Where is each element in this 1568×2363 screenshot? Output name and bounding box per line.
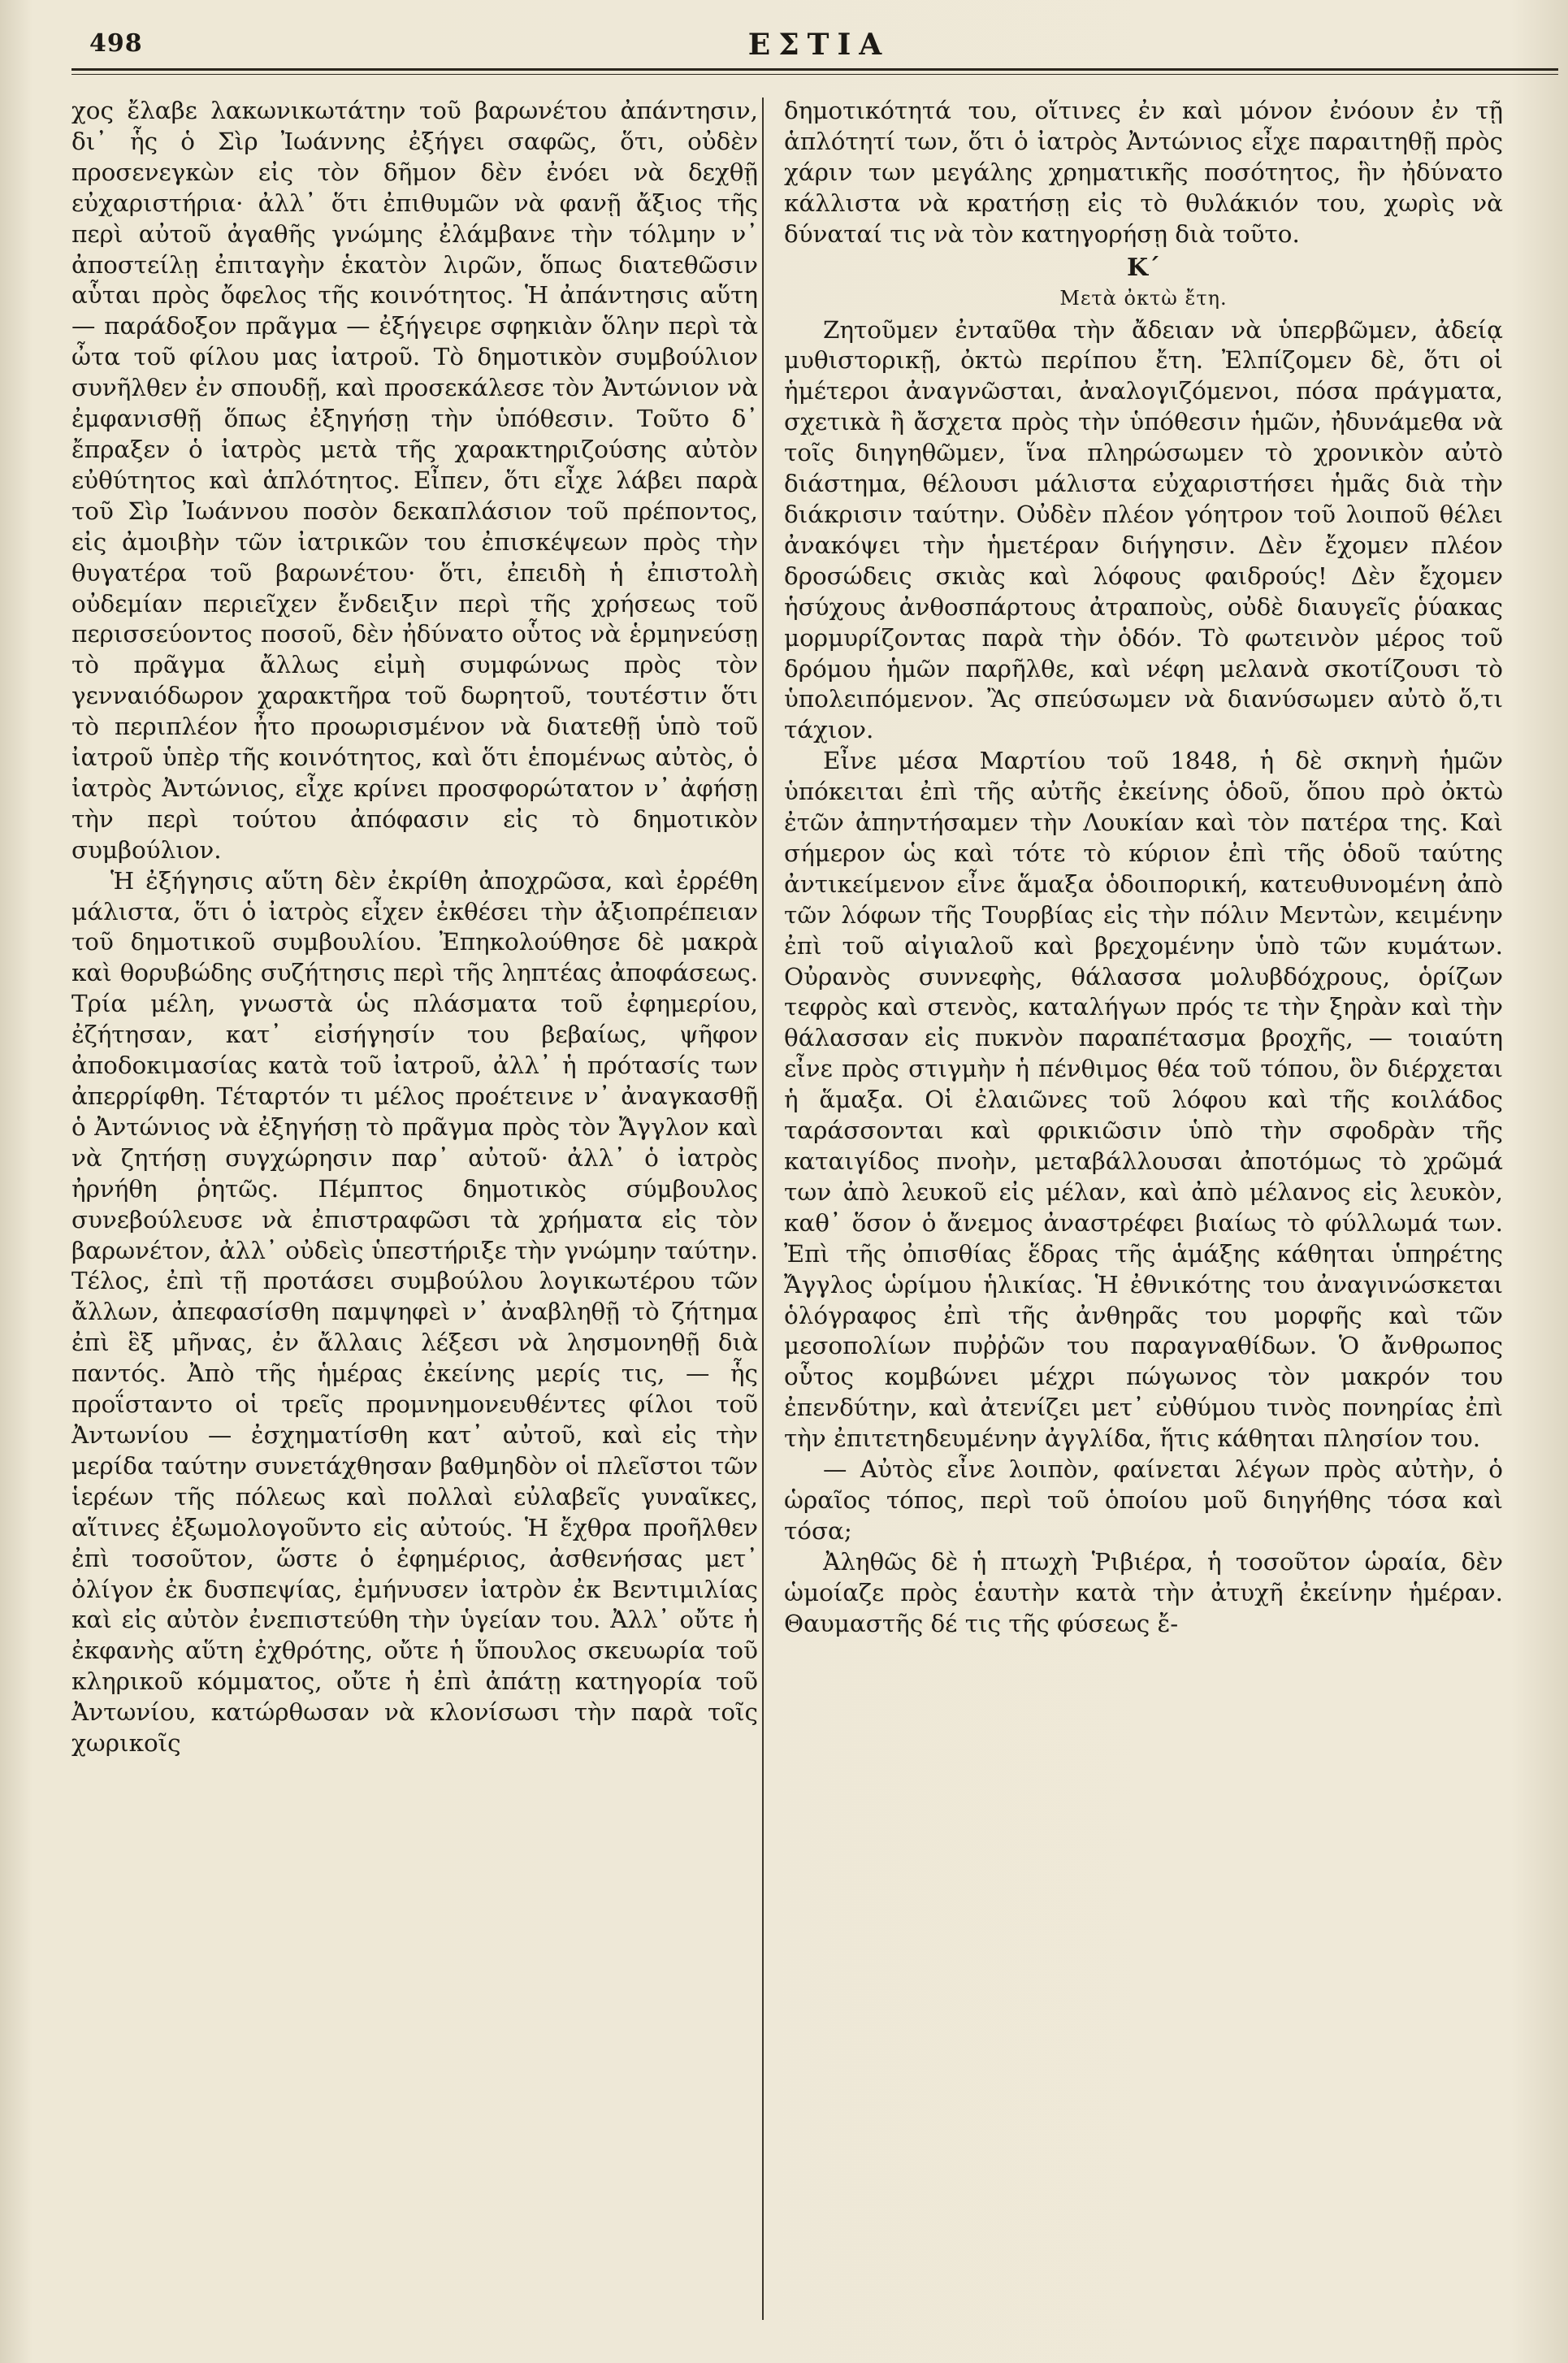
column-divider [762,98,764,2320]
paragraph: Ἀληθῶς δὲ ἡ πτωχὴ Ῥιβιέρα, ἡ τοσοῦτον ὡραία, δὲν ὡμοίαζε πρὸς ἑαυτὴν κατὰ τὴν ἀτυχῆ ἐκείνην ἡμέραν. Θαυμαστῆς δέ τις τῆς φύσεως ἔ- [784,1547,1503,1637]
paragraph: — Αὐτὸς εἶνε λοιπὸν, φαίνεται λέγων πρὸς αὐτὴν, ὁ ὡραῖος τόπος, περὶ τοῦ ὁποίου μοῦ διηγήθης τόσα καὶ τόσα; [784,1455,1503,1545]
header-rule-thin [71,74,1558,75]
section-title: Μετὰ ὀκτὼ ἔτη. [1059,286,1228,310]
header-rule [71,68,1558,71]
paragraph: Εἶνε μέσα Μαρτίου τοῦ 1848, ἡ δὲ σκηνὴ ἡμῶν ὑπόκειται ἐπὶ τῆς αὐτῆς ἐκείνης ὁδοῦ, ὅπου πρὸ ὀκτὼ ἐτῶν ἀπηντήσαμεν τὴν Λουκίαν καὶ τὸν πατέρα της. Καὶ σήμερον ὡς καὶ τότε τὸ κύριον ἐπὶ τῆς ὁδοῦ ταύτης ἀντικείμενον εἶνε ἅμαξα ὁδοιπορική, κατευθυνομένη ἀπὸ τῶν λόφων τῆς Τουρβίας εἰς τὴν πόλιν Μεντὼν, κειμένην ἐπὶ τοῦ αἰγιαλοῦ καὶ βρεχομένην ὑπὸ τῶν κυμάτων. Οὐρανὸς συννεφὴς, θάλασσα μολυβδόχρους, ὁρίζων τεφρὸς καὶ στενὸς, καταλήγων πρός τε τὴν ξηρὰν καὶ τὴν θάλασσαν εἰς πυκνὸν παραπέτασμα βροχῆς, — τοιαύτη εἶνε πρὸς στιγμὴν ἡ πένθιμος θέα τοῦ τόπου, ὃν διέρχεται ἡ ἅμαξα. Οἱ ἐλαιῶνες τοῦ λόφου καὶ τῆς κοιλάδος ταράσσονται καὶ φρικιῶσιν ὑπὸ τὴν σφοδρὰν τῆς καταιγίδος πνοὴν, μεταβάλλουσαι ἀποτόμως τὸ χρῶμά των ἀπὸ λευκοῦ εἰς μέλαν, καὶ ἀπὸ μέλανος εἰς λευκὸν, καθ᾿ ὅσον ὁ ἄνεμος ἀναστρέφει βιαίως τὸ φύλλωμά των. Ἐπὶ τῆς ὀπισθίας ἕδρας τῆς ἁμάξης κάθηται ὑπηρέτης Ἄγγλος ὡρίμου ἡλικίας. Ἡ ἐθνικότης του ἀναγινώσκεται ὁλόγραφος ἐπὶ τῆς ἀνθηρᾶς του μορφῆς καὶ τῶν μεσοπολίων πυῤῥῶν του παραγναθίδων. Ὁ ἄνθρωπος οὗτος κομβώνει μέχρι πώγωνος τὸν μακρόν του ἐπενδύτην, καὶ ἀτενίζει μετ᾿ εὐθύμου τινὸς πονηρίας ἐπὶ τὴν ἐπιτετηδευμένην ἀγγλίδα, ἥτις κάθηται πλησίον του. [784,747,1503,1453]
left-column [71,96,758,1759]
running-title: ΕΣΤΙΑ [747,28,890,62]
section-number: Κ΄ [1126,253,1161,282]
paragraph: δημοτικότητά του, οἵτινες ἐν καὶ μόνον ἐνόουν ἐν τῇ ἁπλότητί των, ὅτι ὁ ἰατρὸς Ἀντώνιος εἶχε παραιτηθῇ πρὸς χάριν των μεγάλης χρηματικῆς ποσότητος, ἣν ἠδύνατο κάλλιστα νὰ κρατήσῃ εἰς τὸ θυλάκιόν του, χωρὶς νὰ δύναταί τις νὰ τὸν κατηγορήσῃ διὰ τοῦτο. [784,97,1503,248]
paragraph: Ζητοῦμεν ἐνταῦθα τὴν ἄδειαν νὰ ὑπερβῶμεν, ἀδείᾳ μυθιστορικῇ, ὀκτὼ περίπου ἔτη. Ἐλπίζομεν δὲ, ὅτι οἱ ἡμέτεροι ἀναγνῶσται, ἀναλογιζόμενοι, πόσα πράγματα, σχετικὰ ἢ ἄσχετα πρὸς τὴν ὑπόθεσιν ἡμῶν, ἠδυνάμεθα νὰ τοῖς διηγηθῶμεν, ἵνα πληρώσωμεν τὸ χρονικὸν αὐτὸ διάστημα, θέλουσι μάλιστα εὐχαριστήσει ἡμᾶς διὰ τὴν διάκρισιν ταύτην. Οὐδὲν πλέον γόητρον τοῦ λοιποῦ θέλει ἀνακόψει τὴν ἡμετέραν διήγησιν. Δὲν ἔχομεν πλέον δροσώδεις σκιὰς καὶ λόφους φαιδρούς! Δὲν ἔχομεν ἡσύχους ἀνθοσπάρτους ἀτραποὺς, οὐδὲ διαυγεῖς ῥύακας μορμυρίζοντας παρὰ τὴν ὁδόν. Τὸ φωτεινὸν μέρος τοῦ δρόμου ἡμῶν παρῆλθε, καὶ νέφη μελανὰ σκοτίζουσι τὸ ὑπολειπόμενον. Ἂς σπεύσωμεν νὰ διανύσωμεν αὐτὸ ὅ,τι τάχιον. [784,315,1503,744]
right-column [784,96,1503,1640]
page-header [71,24,1568,65]
paragraph: χος ἔλαβε λακωνικωτάτην τοῦ βαρωνέτου ἀπάντησιν, δι᾿ ἧς ὁ Σὶρ Ἰωάννης ἐξήγει σαφῶς, ὅτι, οὐδὲν προσενεγκὼν εἰς τὸν δῆμον δὲν ἐνόει νὰ δεχθῇ εὐχαριστήρια· ἀλλ᾿ ὅτι ἐπιθυμῶν νὰ φανῇ ἄξιος τῆς περὶ αὐτοῦ ἀγαθῆς γνώμης ἐλάμβανε τὴν τόλμην ν᾿ ἀποστείλῃ ἐπιταγὴν ἑκατὸν λιρῶν, ὅπως διατεθῶσιν αὗται πρὸς ὄφελος τῆς κοινότητος. Ἡ ἀπάντησις αὕτη — παράδοξον πρᾶγμα — ἐξήγειρε σφηκιὰν ὅλην περὶ τὰ ὦτα τοῦ φίλου μας ἰατροῦ. Τὸ δημοτικὸν συμβούλιον συνῆλθεν ἐν σπουδῇ, καὶ προσεκάλεσε τὸν Ἀντώνιον νὰ ἐμφανισθῇ ὅπως ἐξηγήσῃ τὴν ὑπόθεσιν. Τοῦτο δ᾿ ἔπραξεν ὁ ἰατρὸς μετὰ τῆς χαρακτηριζούσης αὐτὸν εὐθύτητος καὶ ἁπλότητος. Εἶπεν, ὅτι εἶχε λάβει παρὰ τοῦ Σὶρ Ἰωάννου ποσὸν δεκαπλάσιον τοῦ πρέποντος, εἰς ἀμοιβὴν τῶν ἰατρικῶν του ἐπισκέψεων πρὸς τὴν θυγατέρα τοῦ βαρωνέτου· ὅτι, ἐπειδὴ ἡ ἐπιστολὴ οὐδεμίαν περιεῖχεν ἔνδειξιν περὶ τῆς χρήσεως τοῦ περισσεύοντος ποσοῦ, δὲν ἠδύνατο οὗτος νὰ ἑρμηνεύσῃ τὸ πρᾶγμα ἄλλως εἰμὴ συμφώνως πρὸς τὸν γενναιόδωρον χαρακτῆρα τοῦ δωρητοῦ, τουτέστιν ὅτι τὸ περιπλέον ἦτο προωρισμένον νὰ διατεθῇ ὑπὸ τοῦ ἰατροῦ ὑπὲρ τῆς κοινότητος, καὶ ὅτι ἑπομένως αὐτὸς, ὁ ἰατρὸς Ἀντώνιος, εἶχε κρίνει προσφορώτατον ν᾿ ἀφήσῃ τὴν περὶ τούτου ἀπόφασιν εἰς τὸ δημοτικὸν συμβούλιον. [71,97,758,864]
page-number: 498 [89,29,143,58]
paragraph: Ἡ ἐξήγησις αὕτη δὲν ἐκρίθη ἀποχρῶσα, καὶ ἐρρέθη μάλιστα, ὅτι ὁ ἰατρὸς εἶχεν ἐκθέσει τὴν ἀξιοπρέπειαν τοῦ δημοτικοῦ συμβουλίου. Ἐπηκολούθησε δὲ μακρὰ καὶ θορυβώδης συζήτησις περὶ τῆς ληπτέας ἀποφάσεως. Τρία μέλη, γνωστὰ ὡς πλάσματα τοῦ ἐφημερίου, ἐζήτησαν, κατ᾿ εἰσήγησίν του βεβαίως, ψῆφον ἀποδοκιμασίας κατὰ τοῦ ἰατροῦ, ἀλλ᾿ ἡ πρότασίς των ἀπερρίφθη. Τέταρτόν τι μέλος προέτεινε ν᾿ ἀναγκασθῇ ὁ Ἀντώνιος νὰ ἐξηγήσῃ τὸ πρᾶγμα πρὸς τὸν Ἄγγλον καὶ νὰ ζητήσῃ συγχώρησιν παρ᾿ αὐτοῦ· ἀλλ᾿ ὁ ἰατρὸς ἠρνήθη ῥητῶς. Πέμπτος δημοτικὸς σύμβουλος συνεβούλευσε νὰ ἐπιστραφῶσι τὰ χρήματα εἰς τὸν βαρωνέτον, ἀλλ᾿ οὐδεὶς ὑπεστήριξε τὴν γνώμην ταύτην. Τέλος, ἐπὶ τῇ προτάσει συμβούλου λογικωτέρου τῶν ἄλλων, ἀπεφασίσθη παμψηφεὶ ν᾿ ἀναβληθῇ τὸ ζήτημα ἐπὶ ἓξ μῆνας, ἐν ἄλλαις λέξεσι νὰ λησμονηθῇ διὰ παντός. Ἀπὸ τῆς ἡμέρας ἐκείνης μερίς τις, — ἧς προΐσταντο οἱ τρεῖς προμνημονευθέντες φίλοι τοῦ Ἀντωνίου — ἐσχηματίσθη κατ᾿ αὐτοῦ, καὶ εἰς τὴν μερίδα ταύτην συνετάχθησαν βαθμηδὸν οἱ πλεῖστοι τῶν ἱερέων τῆς πόλεως καὶ πολλαὶ εὐλαβεῖς γυναῖκες, αἵτινες ἐξωμολογοῦντο εἰς αὐτούς. Ἡ ἔχθρα προῆλθεν ἐπὶ τοσοῦτον, ὥστε ὁ ἐφημέριος, ἀσθενήσας μετ᾿ ὀλίγον ἐκ δυσπεψίας, ἐμήνυσεν ἰατρὸν ἐκ Βεντιμιλίας καὶ εἰς αὐτὸν ἐνεπιστεύθη τὴν ὑγείαν του. Ἀλλ᾿ οὔτε ἡ ἐκφανὴς αὕτη ἐχθρότης, οὔτε ἡ ὕπουλος σκευωρία τοῦ κληρικοῦ κόμματος, οὔτε ἡ ἐπὶ ἀπάτῃ κατηγορία τοῦ Ἀντωνίου, κατώρθωσαν νὰ κλονίσωσι τὴν παρὰ τοῖς χωρικοῖς [71,866,758,1758]
